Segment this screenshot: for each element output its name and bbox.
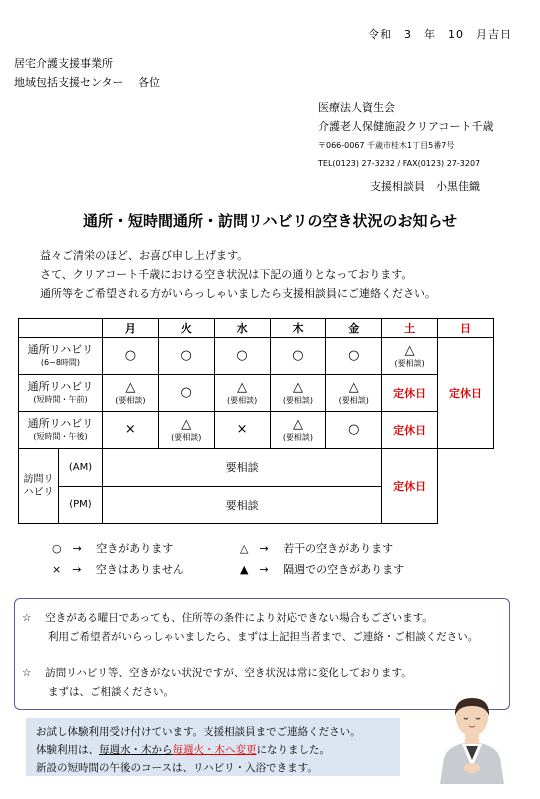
cell: △ (要相談) xyxy=(102,375,158,412)
cell: ○ xyxy=(270,338,326,375)
intro-line-1: 益々ご清栄のほど、お喜び申し上げます。 xyxy=(40,249,249,262)
recipient-line-2: 地域包括支援センター 各位 xyxy=(14,76,161,89)
header-mon: 月 xyxy=(102,319,158,338)
visit-pm-consult: 要相談 xyxy=(102,486,381,524)
cell: ○ xyxy=(326,412,382,449)
header-fri: 金 xyxy=(326,319,382,338)
legend-cross: × → 空きはありません xyxy=(52,563,184,576)
recipient-line-1: 居宅介護支援事業所 xyxy=(14,57,113,70)
cell: △ (要相談) xyxy=(270,412,326,449)
sender-address: 〒066-0067 千歳市桂木1丁目5番7号 xyxy=(318,141,455,150)
cell: △ (要相談) xyxy=(326,375,382,412)
note-line-3: ☆ 訪問リハビリ等、空きがない状況ですが、空き状況は常に変化しております。 xyxy=(22,667,412,679)
pm-label: (PM) xyxy=(69,499,92,511)
row-label: 通所リハビリ (短時間・午前) xyxy=(19,375,103,412)
cell: △ (要相談) xyxy=(158,412,214,449)
issue-date: 令和 3 年 10 月吉日 xyxy=(368,28,512,41)
row-label: 通所リハビリ (短時間・午後) xyxy=(19,412,103,449)
trial-line-1: お試し体験利用受け付けています。支援相談員までご連絡ください。 xyxy=(36,726,361,738)
empty-cell xyxy=(438,449,494,524)
table-row xyxy=(19,449,494,487)
note-line-4: まずは、ご相談ください。 xyxy=(48,686,174,698)
cell: △ (要相談) xyxy=(214,375,270,412)
visit-label-cell xyxy=(19,449,103,524)
staff-illustration xyxy=(432,688,512,784)
intro-line-2: さて、クリアコート千歳における空き状況は下記の通りとなっております。 xyxy=(40,268,413,281)
cell: △ (要相談) xyxy=(382,338,438,375)
cell: ○ xyxy=(158,375,214,412)
visit-rehab-label: 訪問リハビリ xyxy=(19,449,59,523)
cell: × xyxy=(102,412,158,449)
note-line-1: ☆ 空きがある曜日であっても、住所等の条件により対応できない場合もございます。 xyxy=(22,612,433,624)
cell: ○ xyxy=(326,338,382,375)
table-header-row xyxy=(19,319,494,338)
intro-line-3: 通所等をご希望される方がいらっしゃいましたら支援相談員にご連絡ください。 xyxy=(40,287,436,300)
table-row xyxy=(19,375,494,412)
sender-contact: 支援相談員 小黒佳織 xyxy=(370,180,480,193)
legend-filled-triangle: ▲ → 隔週での空きがあります xyxy=(240,563,405,576)
header-sun: 日 xyxy=(438,319,494,338)
cell: × xyxy=(214,412,270,449)
header-sat: 土 xyxy=(382,319,438,338)
document-title: 通所・短時間通所・訪問リハビリの空き状況のお知らせ xyxy=(82,212,458,230)
sender-phone: TEL(0123) 27-3232 / FAX(0123) 27-3207 xyxy=(318,159,481,168)
cell: ○ xyxy=(158,338,214,375)
cell: ○ xyxy=(214,338,270,375)
sender-facility: 介護老人保健施設クリアコート千歳 xyxy=(318,120,494,133)
header-wed: 水 xyxy=(214,319,270,338)
saturday-closed: 定休日 xyxy=(382,449,438,524)
saturday-closed: 定休日 xyxy=(382,375,438,412)
availability-table xyxy=(18,318,494,524)
cell: △ (要相談) xyxy=(270,375,326,412)
trial-line-2: 体験利用は、毎週水・木から毎週火・木へ変更になりました。 xyxy=(36,744,330,756)
sender-org: 医療法人資生会 xyxy=(318,101,395,114)
visit-am-consult: 要相談 xyxy=(102,449,381,487)
am-label: (AM) xyxy=(59,449,102,487)
header-tue: 火 xyxy=(158,319,214,338)
cell: ○ xyxy=(102,338,158,375)
saturday-closed: 定休日 xyxy=(382,412,438,449)
table-row xyxy=(19,412,494,449)
row-label: 通所リハビリ (6~8時間) xyxy=(19,338,103,375)
header-thu: 木 xyxy=(270,319,326,338)
trial-line-3: 新設の短時間の午後のコースは、リハビリ・入浴できます。 xyxy=(36,762,318,774)
legend-triangle: △ → 若干の空きがあります xyxy=(240,542,394,555)
header-corner xyxy=(19,319,103,338)
legend-circle: ○ → 空きがあります xyxy=(52,542,174,555)
table-row xyxy=(19,338,494,375)
sunday-closed: 定休日 xyxy=(438,338,494,449)
note-line-2: 利用ご希望者がいらっしゃいましたら、まずは上記担当者まで、ご連絡・ご相談ください。 xyxy=(48,631,479,643)
